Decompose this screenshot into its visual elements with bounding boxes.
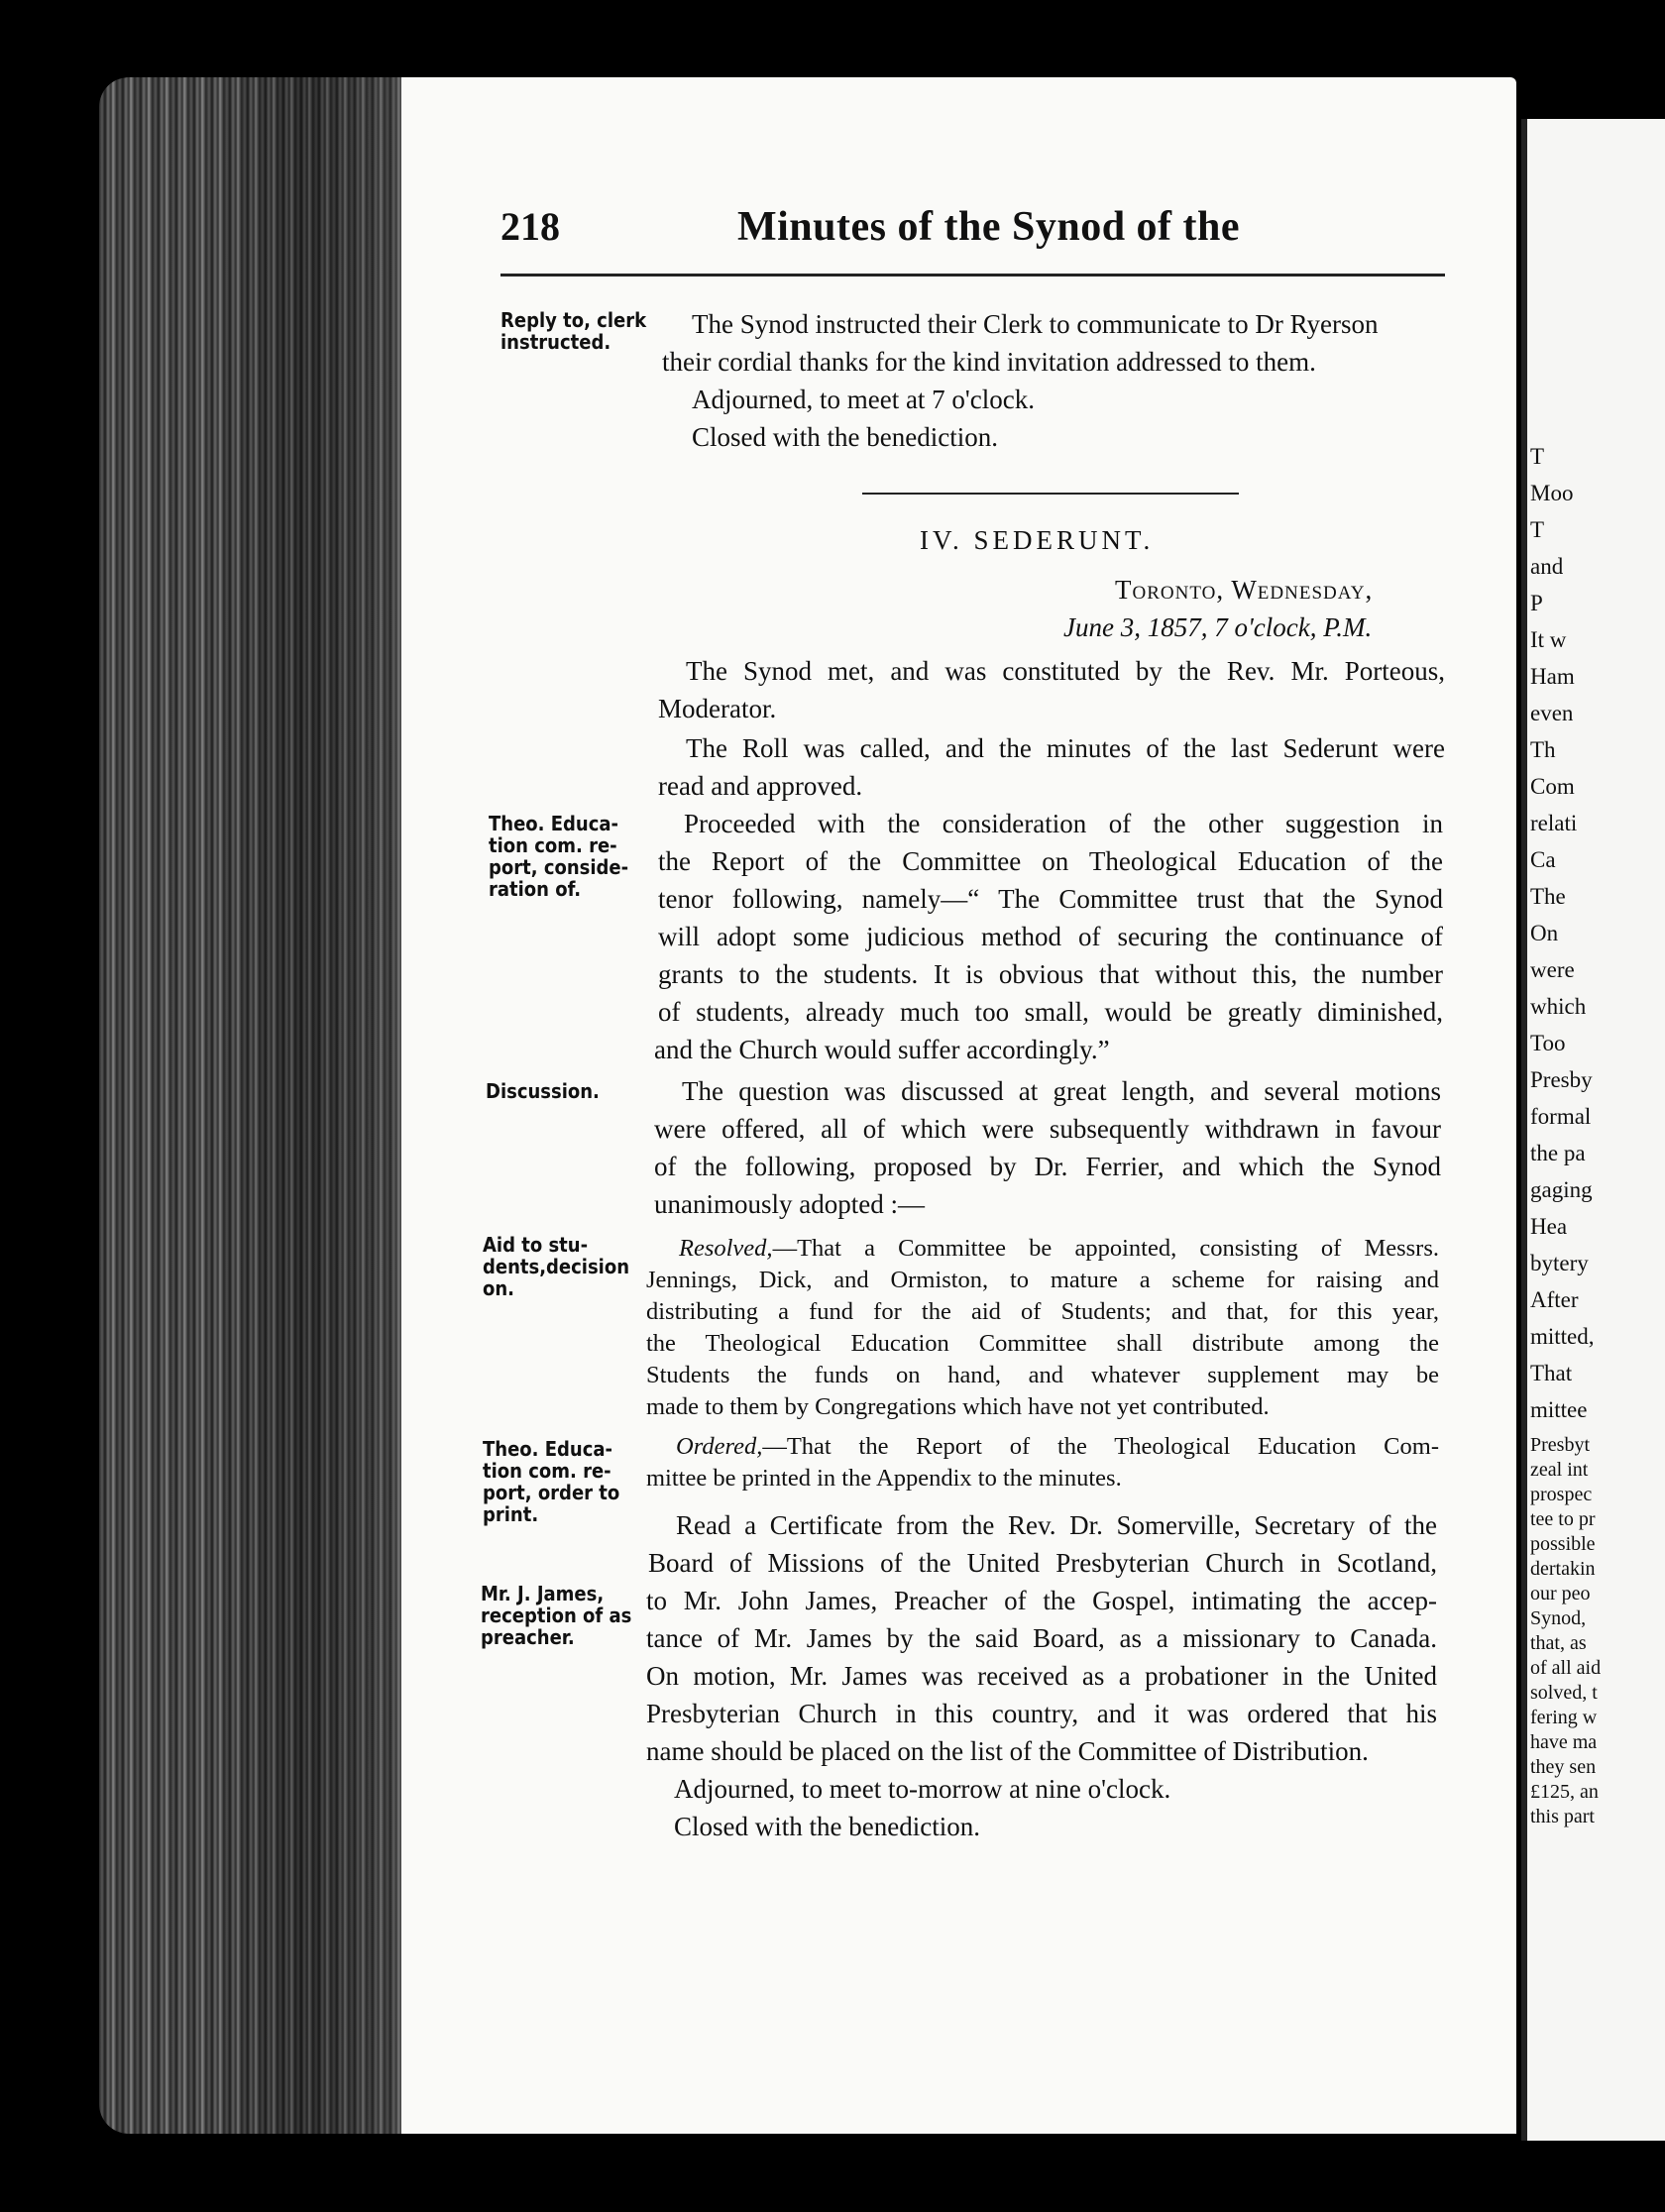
right-page-fragment: After [1530, 1287, 1579, 1312]
text-line: The Synod instructed their Clerk to communicate to Dr Ryerson [692, 309, 1379, 339]
margin-note-line: port, conside- [489, 855, 629, 879]
resolved-lead: Resolved, [679, 1235, 773, 1262]
text-line: to Mr. John James, Preacher of the Gospel, intimating the accep- [646, 1586, 1437, 1615]
right-page-fragment: On [1530, 921, 1559, 945]
right-page [1521, 119, 1665, 2141]
margin-note-order-print [483, 1438, 619, 1525]
header-rule [500, 274, 1445, 276]
text-line: grants to the students. It is obvious that without this, the number [658, 959, 1443, 989]
text-line: tance of Mr. James by the said Board, as a missionary to Canada. [646, 1623, 1437, 1653]
right-page-fragment: £125, an [1530, 1781, 1599, 1803]
margin-note-line: ration of. [489, 877, 582, 901]
text-line: of the following, proposed by Dr. Ferrier, and which the Synod [654, 1152, 1441, 1181]
right-page-fragment: they sen [1530, 1756, 1597, 1778]
margin-note-line: Reply to, clerk [500, 308, 647, 332]
margin-note-james [481, 1583, 631, 1648]
text-line: Moderator. [658, 694, 777, 723]
margin-note-line: reception of as [481, 1604, 632, 1627]
right-page-fragment: formal [1530, 1104, 1592, 1129]
text-line: will adopt some judicious method of securing the continuance of [658, 922, 1443, 951]
resolved-text: —That a Committee be appointed, consisting of Messrs. [772, 1235, 1439, 1262]
text-line: Closed with the benediction. [692, 422, 998, 452]
right-page-fragment: Com [1530, 774, 1575, 799]
right-page-fragment: and [1530, 554, 1564, 579]
right-page-fragment: were [1530, 957, 1575, 982]
right-page-fragment: Presby [1530, 1067, 1593, 1092]
sederunt-date: June 3, 1857, 7 o'clock, P.M. [1063, 612, 1373, 642]
text-line: read and approved. [658, 771, 863, 801]
margin-note-line: tion com. re- [483, 1459, 611, 1483]
text-line: the Report of the Committee on Theological Education of the [658, 846, 1443, 876]
book-edge-shade [208, 77, 406, 2134]
margin-note-line: preacher. [481, 1625, 575, 1649]
text-line [676, 1433, 1439, 1461]
section-divider [862, 493, 1239, 495]
text-line [679, 1235, 1439, 1263]
text-line: Read a Certificate from the Rev. Dr. Somerville, Secretary of the [676, 1510, 1437, 1540]
text-line: tenor following, namely—“ The Committee trust that the Synod [658, 884, 1443, 914]
margin-note-line: Mr. J. James, [481, 1582, 605, 1605]
text-line: On motion, Mr. James was received as a probationer in the United [646, 1661, 1437, 1691]
text-line: Adjourned, to meet to-morrow at nine o'clock. [674, 1774, 1171, 1804]
margin-note-line: Aid to stu- [483, 1233, 589, 1257]
right-page-fragment: Ham [1530, 664, 1575, 689]
right-page-fragment: mitted, [1530, 1324, 1595, 1349]
right-page-fragment: of all aid [1530, 1657, 1602, 1679]
margin-note-line: Discussion. [486, 1079, 600, 1103]
right-page-fragment: solved, t [1530, 1682, 1598, 1704]
right-page-fragment: our peo [1530, 1583, 1591, 1604]
right-page-fragment: Ca [1530, 847, 1556, 872]
margin-note-line: port, order to [483, 1481, 620, 1504]
right-page-fragment: even [1530, 701, 1574, 725]
text-line: Proceeded with the consideration of the other suggestion in [684, 809, 1443, 838]
text-line: The question was discussed at great length, and several motions [682, 1076, 1441, 1106]
page-number: 218 [500, 204, 560, 249]
text-line: their cordial thanks for the kind invitation addressed to them. [662, 347, 1316, 377]
right-page-fragment: Synod, [1530, 1607, 1587, 1629]
right-page-fragment: the pa [1530, 1141, 1586, 1165]
margin-note-line: print. [483, 1502, 539, 1526]
text-line: name should be placed on the list of the Committee of Distribution. [646, 1736, 1369, 1766]
text-line: the Theological Education Committee shall distribute among the [646, 1330, 1439, 1357]
text-line: made to them by Congregations which have not yet contributed. [646, 1393, 1270, 1420]
margin-note-theo-consideration [489, 813, 628, 900]
ordered-lead: Ordered, [676, 1433, 763, 1460]
right-page-fragment: gaging [1530, 1177, 1593, 1202]
right-page-fragment: Presbyt [1530, 1434, 1590, 1456]
right-page-fragment: prospec [1530, 1484, 1593, 1505]
right-page-fragment: The [1530, 884, 1566, 909]
text-line: The Synod met, and was constituted by the Rev. Mr. Porteous, [686, 656, 1445, 686]
right-page-fragment: have ma [1530, 1731, 1598, 1753]
right-page-fragment: Th [1530, 737, 1556, 762]
right-page-fragment: It w [1530, 627, 1567, 652]
right-page-fragment: this part [1530, 1806, 1595, 1827]
sederunt-place: Toronto, Wednesday, [1115, 575, 1374, 605]
text-line: Closed with the benediction. [674, 1812, 980, 1841]
text-line: were offered, all of which were subsequently withdrawn in favour [654, 1114, 1441, 1144]
text-line: Students the funds on hand, and whatever supplement may be [646, 1362, 1439, 1388]
right-page-fragment: that, as [1530, 1632, 1587, 1654]
right-page-fragment: possible [1530, 1533, 1596, 1555]
right-page-fragment: mittee [1530, 1397, 1588, 1422]
right-page-fragment: dertakin [1530, 1558, 1596, 1580]
text-line: and the Church would suffer accordingly.” [654, 1035, 1110, 1064]
margin-note-aid-students [483, 1234, 629, 1299]
right-page-fragment: bytery [1530, 1251, 1589, 1275]
right-page-fragment: Too [1530, 1031, 1566, 1055]
text-line: Presbyterian Church in this country, and it was ordered that his [646, 1699, 1437, 1728]
margin-note-line: Theo. Educa- [483, 1437, 613, 1461]
right-page-fragment: Hea [1530, 1214, 1568, 1239]
right-page-fragment: tee to pr [1530, 1508, 1596, 1530]
text-line: Board of Missions of the United Presbyterian Church in Scotland, [648, 1548, 1437, 1578]
margin-note-line: tion com. re- [489, 833, 617, 857]
text-line: unanimously adopted :— [654, 1189, 925, 1219]
right-page-fragment: T [1530, 444, 1545, 469]
right-page-fragment: which [1530, 994, 1587, 1019]
text-line: distributing a fund for the aid of Students; and that, for this year, [646, 1298, 1439, 1325]
sederunt-heading: IV. SEDERUNT. [920, 525, 1155, 555]
running-title: Minutes of the Synod of the [737, 204, 1241, 250]
ordered-text: —That the Report of the Theological Education Com- [762, 1433, 1439, 1460]
text-line: The Roll was called, and the minutes of the last Sederunt were [686, 733, 1445, 763]
text-line: mittee be printed in the Appendix to the minutes. [646, 1465, 1122, 1492]
margin-note-line: instructed. [500, 330, 611, 354]
right-page-fragment: That [1530, 1361, 1573, 1385]
right-page-fragment: Moo [1530, 481, 1574, 505]
margin-note-line: on. [483, 1276, 515, 1300]
text-line: Jennings, Dick, and Ormiston, to mature a scheme for raising and [646, 1267, 1439, 1293]
right-page-fragment: fering w [1530, 1707, 1598, 1728]
text-line: of students, already much too small, would be greatly diminished, [658, 997, 1443, 1027]
margin-note-line: Theo. Educa- [489, 812, 619, 835]
right-page-fragment: zeal int [1530, 1459, 1589, 1481]
text-line: Adjourned, to meet at 7 o'clock. [692, 385, 1036, 414]
margin-note-line: dents,decision [483, 1255, 630, 1278]
margin-note-discussion [486, 1080, 600, 1102]
right-page-fragment: T [1530, 517, 1545, 542]
right-page-fragment: P [1530, 591, 1543, 615]
margin-note-reply [500, 309, 646, 353]
right-page-fragment: relati [1530, 811, 1578, 835]
